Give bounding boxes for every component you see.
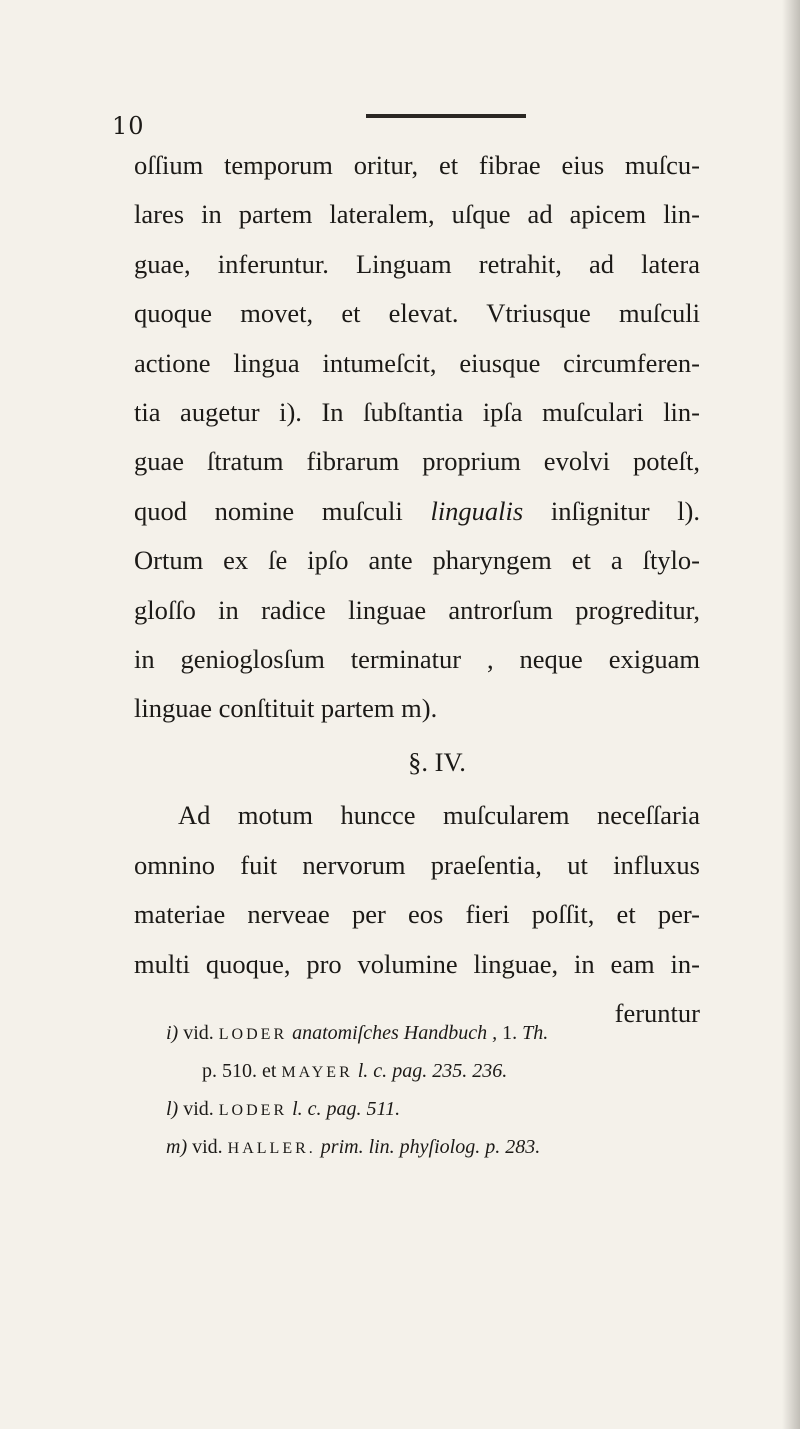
text-line: multi quoque, pro volumine linguae, in eam in- xyxy=(134,948,700,979)
footnote-m: m) vid. HALLER. prim. lin. phyſiolog. p. 283. xyxy=(166,1136,541,1158)
main-text xyxy=(134,141,700,1038)
text-line: Ad motum huncce muſcularem neceſſaria xyxy=(178,800,700,831)
page-number: 10 xyxy=(112,112,145,140)
text-line: materiae nerveae per eos fieri poſſit, et per- xyxy=(134,899,700,930)
catchword: feruntur xyxy=(614,997,700,1028)
footnote-i-continued: p. 510. et MAYER l. c. pag. 235. 236. xyxy=(202,1060,508,1082)
text-line: omnino fuit nervorum praeſentia, ut influxus xyxy=(134,849,700,880)
section-heading: §. IV. xyxy=(408,746,466,777)
text-line: tia augetur i). In ſubſtantia ipſa muſculari lin- xyxy=(134,397,700,428)
footnotes xyxy=(166,1015,706,1167)
text-line: actione lingua intumeſcit, eiusque circumferen- xyxy=(134,347,700,378)
text-segment: quod nomine muſculi xyxy=(134,495,403,526)
footnote-i: i) vid. LODER anatomiſches Handbuch , 1. Th. xyxy=(166,1022,549,1044)
text-line xyxy=(134,487,700,536)
text-line: gloſſo in radice linguae antrorſum progreditur, xyxy=(134,594,700,625)
text-line: guae, inferuntur. Linguam retrahit, ad latera xyxy=(134,248,700,279)
text-segment: inſignitur l). xyxy=(550,495,701,526)
text-line: Ortum ex ſe ipſo ante pharyngem et a ſtylo- xyxy=(134,545,700,576)
page-edge-shadow xyxy=(782,0,800,1429)
text-line: oſſium temporum oritur, et fibrae eius muſcu- xyxy=(134,150,700,180)
text-line: lares in partem lateralem, uſque ad apicem lin- xyxy=(134,199,700,230)
text-line: quoque movet, et elevat. Vtriusque muſculi xyxy=(134,298,700,329)
text-line: linguae conſtituit partem m). xyxy=(134,693,438,724)
text-line: guae ſtratum fibrarum proprium evolvi poteſt, xyxy=(134,446,700,477)
italic-term: lingualis xyxy=(430,495,524,526)
text-line: in genioglosſum terminatur , neque exiguam xyxy=(134,644,700,675)
footnote-l: l) vid. LODER l. c. pag. 511. xyxy=(166,1098,401,1120)
header-rule xyxy=(366,114,526,118)
